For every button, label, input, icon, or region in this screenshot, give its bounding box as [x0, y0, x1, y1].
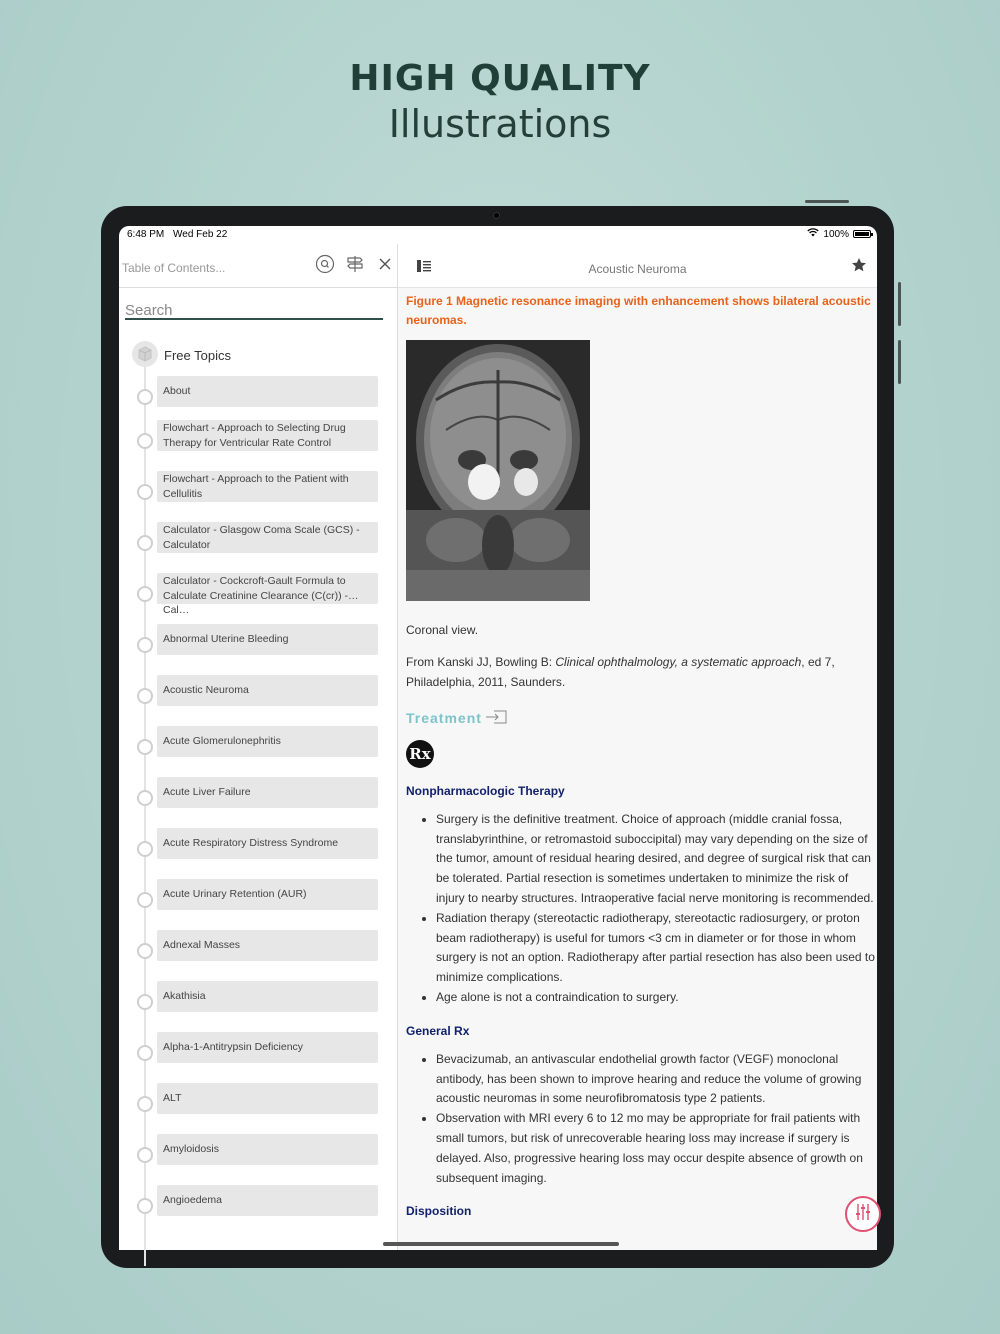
nonpharm-list: [406, 810, 876, 1008]
general-rx-heading: General Rx: [406, 1023, 470, 1038]
toc-item-label: Calculator - Glasgow Coma Scale (GCS) - Calculator: [163, 524, 360, 551]
device-top-button: [805, 200, 849, 203]
toc-item-ards[interactable]: [119, 828, 398, 879]
toc-item-amyloidosis[interactable]: [119, 1134, 398, 1185]
toc-item-angioedema[interactable]: [119, 1185, 398, 1236]
toc-toolbar: [313, 252, 397, 276]
status-bar: [119, 226, 877, 244]
toc-item-alpha1[interactable]: [119, 1032, 398, 1083]
timeline-dot: [137, 389, 153, 405]
toc-item-label: Angioedema: [163, 1194, 222, 1207]
toc-item-akathisia[interactable]: [119, 981, 398, 1032]
toc-item-acute-liver-failure[interactable]: [119, 777, 398, 828]
article-title: Acoustic Neuroma: [588, 262, 687, 276]
toc-item-abnormal-uterine-bleeding[interactable]: [119, 624, 398, 675]
sliders-icon: [853, 1202, 873, 1227]
box-icon: [132, 341, 158, 367]
toc-item-label: Flowchart - Approach to the Patient with Cellulitis: [163, 473, 349, 500]
source-title: Clinical ophthalmology, a systematic approach: [555, 655, 802, 670]
toc-item-label: About: [163, 385, 191, 398]
battery-icon: [853, 230, 871, 238]
search-input[interactable]: [125, 302, 383, 319]
toc-item-label: Akathisia: [163, 990, 206, 1003]
timeline-dot: [137, 841, 153, 857]
timeline-dot: [137, 1045, 153, 1061]
figure-view-note: Coronal view.: [406, 623, 479, 638]
hero-title: HIGH QUALITY: [349, 58, 651, 99]
list-item: • Surgery is the definitive treatment. Choice of approach (middle cranial fossa, translabyrinthine, or retromastoid suboccipital) may vary depending on the size of the tumor, amount of residual hearing desired, and degree of surgical risk that can be tolerated. Partial resection is sometimes undertaken to minimize the risk of injury to nearby structures. Intraoperative facial nerve monitoring is recommended.: [436, 810, 876, 909]
search-field: [125, 302, 383, 320]
enter-section-icon: [486, 709, 508, 728]
toc-item-acute-glomerulonephritis[interactable]: [119, 726, 398, 777]
source-suffix: , ed 7, Philadelphia, 2011, Saunders.: [406, 655, 835, 689]
timeline-dot: [137, 433, 153, 449]
toc-item-label: Acoustic Neuroma: [163, 684, 249, 697]
timeline-dot: [137, 739, 153, 755]
battery-percent: 100%: [823, 228, 849, 240]
free-topics-label: Free Topics: [164, 348, 231, 363]
close-icon[interactable]: [373, 252, 397, 276]
toc-item-acoustic-neuroma[interactable]: [119, 675, 398, 726]
timeline-dot: [137, 1147, 153, 1163]
toc-item-calc-gcs[interactable]: [119, 522, 398, 573]
toc-item-adnexal-masses[interactable]: [119, 930, 398, 981]
toc-item-label: Acute Glomerulonephritis: [163, 735, 281, 748]
home-indicator[interactable]: [383, 1242, 619, 1246]
figure-source: [406, 653, 876, 693]
screen: [119, 226, 877, 1250]
rx-icon: Rx: [406, 740, 434, 768]
signpost-icon[interactable]: [343, 252, 367, 276]
article-header: [398, 244, 877, 288]
list-item: • Observation with MRI every 6 to 12 mo may be appropriate for frail patients with small tumors, but risk of unrecoverable hearing loss may increase if surgery is delayed. Also, progressive hearing loss may occur despite absence of growth on subsequent imaging.: [436, 1109, 876, 1188]
search-circle-icon[interactable]: [313, 252, 337, 276]
treatment-label: Treatment: [406, 710, 482, 727]
mri-image: [406, 340, 590, 601]
treatment-heading[interactable]: [406, 709, 876, 728]
figure-caption: Figure 1 Magnetic resonance imaging with enhancement shows bilateral acoustic neuromas.: [406, 294, 871, 328]
toc-item-aur[interactable]: [119, 879, 398, 930]
list-item: • Age alone is not a contraindication to surgery.: [436, 988, 876, 1008]
toc-title: Table of Contents...: [122, 261, 226, 275]
timeline-dot: [137, 943, 153, 959]
timeline-dot: [137, 637, 153, 653]
general-rx-list: [406, 1050, 876, 1189]
toc-list: [119, 336, 398, 1236]
toc-item-label: Acute Liver Failure: [163, 786, 251, 799]
article-content: [406, 288, 876, 1218]
toc-item-label: Flowchart - Approach to Selecting Drug Therapy for Ventricular Rate Control: [163, 422, 346, 449]
settings-sliders-button[interactable]: [845, 1196, 881, 1232]
toc-item-alt[interactable]: [119, 1083, 398, 1134]
timeline-dot: [137, 1096, 153, 1112]
source-prefix: From Kanski JJ, Bowling B:: [406, 655, 556, 670]
disposition-heading: Disposition: [406, 1204, 472, 1219]
toc-item-flowchart-ventricular[interactable]: [119, 420, 398, 471]
timeline-dot: [137, 586, 153, 602]
toc-item-calc-cockcroft[interactable]: [119, 573, 398, 624]
article-pane: [398, 244, 877, 1250]
timeline-dot: [137, 688, 153, 704]
camera: [493, 212, 500, 219]
timeline-dot: [137, 535, 153, 551]
toc-item-label: Calculator - Cockcroft-Gault Formula to Calculate Creatinine Clearance (C(cr)) - Cal…: [163, 575, 348, 616]
volume-down-button: [898, 340, 901, 384]
toc-item-label: Acute Urinary Retention (AUR): [163, 888, 307, 901]
toc-item-flowchart-cellulitis[interactable]: [119, 471, 398, 522]
status-date: Wed Feb 22: [173, 229, 228, 240]
toc-item-label: Amyloidosis: [163, 1143, 220, 1156]
free-topics-section[interactable]: [119, 336, 398, 370]
wifi-icon: [807, 228, 819, 240]
toc-item-label: Abnormal Uterine Bleeding: [163, 633, 289, 646]
list-item: • Radiation therapy (stereotactic radiotherapy, stereotactic radiosurgery, or proton beam radiotherapy) is useful for tumors <3 cm in diameter or for those in whom surgery is not an option. Radiotherapy after partial resection has also been used to minimize complications.: [436, 909, 876, 988]
status-time: 6:48 PM: [127, 229, 165, 240]
toc-sidebar: [119, 244, 398, 1250]
timeline-dot: [137, 994, 153, 1010]
nonpharm-heading: Nonpharmacologic Therapy: [406, 783, 565, 798]
timeline-dot: [137, 484, 153, 500]
star-icon[interactable]: [851, 257, 867, 278]
tablet-device: [101, 206, 894, 1268]
timeline-dot: [137, 1198, 153, 1214]
toc-item-label: Adnexal Masses: [163, 939, 241, 952]
hero-subtitle: Illustrations: [388, 102, 612, 146]
list-item: • Bevacizumab, an antivascular endothelial growth factor (VEGF) monoclonal antibody, has been shown to improve hearing and reduce the volume of growing acoustic neuromas in some neurofibromatosis type 2 patients.: [436, 1050, 876, 1109]
timeline-dot: [137, 790, 153, 806]
toc-item-label: Alpha-1-Antitrypsin Deficiency: [163, 1041, 304, 1054]
timeline-dot: [137, 892, 153, 908]
toc-header: [119, 244, 397, 288]
status-right: [807, 228, 871, 240]
volume-up-button: [898, 282, 901, 326]
toc-item-label: ALT: [163, 1092, 182, 1105]
toc-item-label: Acute Respiratory Distress Syndrome: [163, 837, 339, 850]
